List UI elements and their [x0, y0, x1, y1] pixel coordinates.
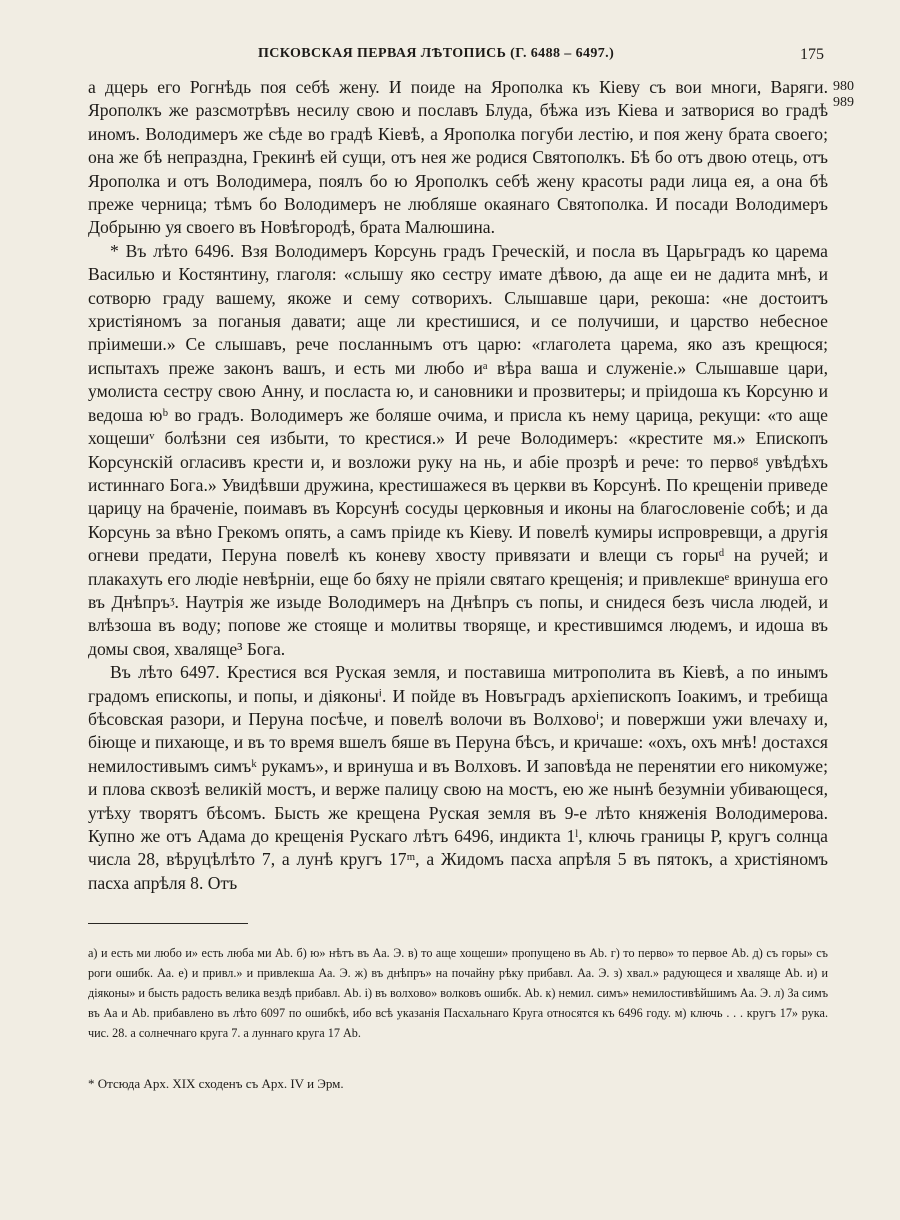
margin-year: 989	[833, 95, 854, 110]
page-number: 175	[800, 46, 824, 63]
footnote-text: а) и есть ми любо и» есть люба ми Аb. б) ю» нѣтъ въ Аа. Э. в) то аще хощеши» пропущено въ Аb. г) то перво» то первое Аb. д) съ горы» съ роги ошибк. Аа. е) и привл.» и привлекша Аа. Э. ж) въ днѣпръ» на почайну рѣку прибавл. Аа. Э. з) хвал.» радующеся и хваляще Аb. и) и діяконы» и бысть радость велика вездѣ прибавл. Аb. і) въ волхово» волковъ ошибк. Аb. к) немил. симъ» немилостивѣйшимъ Аа. Э. л) За симъ въ Аа и Аb. прибавлено въ лѣто 6097 по ошибкѣ, ибо всѣ указанія Пасхальнаго Круга относятся къ 6496 году. м) ключь . . . кругъ 17» рука. чис. 28. а солнечнаго круга 7. а луннаго круга 17 Аb.	[88, 946, 828, 1040]
running-title: ПСКОВСКАЯ ПЕРВАЯ ЛѢТОПИСЬ (Г. 6488 – 6497.)	[258, 46, 615, 61]
page-header	[0, 46, 900, 70]
chronicle-text	[88, 76, 828, 895]
margin-year: 980	[833, 79, 854, 94]
paragraph: * Въ лѣто 6496. Взя Володимеръ Корсунь градъ Греческій, и посла въ Царьградъ ко царема Василью и Костянтину, глаголя: «слышу яко сестру имате дѣвою, да аще еи не дадита мнѣ, и сотворю граду вашему, якоже и сему сотворихъ. Слышавше цари, рекоша: «не достоитъ христіяномъ за поганыя давати; аще ли крестишися, и се получиши, и царство небесное пріимеши.» Се слышавъ, рече посланнымъ отъ царю: «глаголета царема, яко азъ крещюся; испытахъ преже законъ вашъ, и есть ми любо иᵃ вѣра ваша и служеніе.» Слышавше цари, умолиста сестру свою Анну, и посласта ю, и сановники и прозвитеры; и пріидоша къ Корсуню и ведоша юᵇ во градъ. Володимеръ же боляше очима, и присла къ нему царица, рекущи: «то аще хощешиᵛ болѣзни сея избыти, то крестися.» И рече Володимеръ: «крестите мя.» Епископъ Корсунскій огласивъ крести и, и возложи руку на нь, и абіе прозрѣ и рече: то первоᵍ увѣдѣхъ истиннаго Бога.» Увидѣвши дружина, крестишажеся въ церкви въ Корсунѣ. По крещеніи приведе царицу на браченіе, поимавъ въ Корсунѣ сосуды церковныя и иконы на благословеніе собѣ; и да Корсунь за вѣно Грекомъ опять, а самъ пріиде къ Кіеву. И повелѣ кумиры испровревщи, а другія огневи предати, Перуна повелѣ къ коневу хвосту привязати и влещи съ горыᵈ на ручей; и плакахуть его людіе невѣрніи, еще бо бяху не пріяли святаго крещенія; и привлекшеᵉ вринуша его въ Днѣпръᶾ. Наутрія же изыде Володимеръ на Днѣпръ съ попы, и снидеся безъ числа людей, и влѣзоша въ воду; попове же стояще и молитвы творяще, и крестившимся людемъ, и идоша въ домы своя, хваляще³ Бога.	[88, 240, 828, 659]
source-note: * Отсюда Арх. XIX сходенъ съ Арх. IV и Эрм.	[88, 1076, 344, 1091]
footnotes	[88, 943, 828, 1043]
footnote-rule	[88, 923, 248, 924]
paragraph: Въ лѣто 6497. Крестися вся Руская земля, и поставиша митрополита въ Кіевѣ, а по инымъ градомъ епископы, и попы, и діяконыⁱ. И пойде въ Новъградъ архіепископъ Іоакимъ, и требища бѣсовская разори, и Перуна посѣче, и повелѣ волочи въ Волховоⁱ; и повержши ужи влечаху и, біюще и пихающе, и въ то время вшелъ бяше въ Перуна бѣсъ, и кричаше: «охъ, охъ мнѣ! достахся немилостивымъ симъᵏ рукамъ», и вринуша и въ Волховъ. И заповѣда не перенятии его никомуже; и плова сквозѣ великій мостъ, и верже палицу свою на мостъ, ею же нынѣ безумніи убивающеся, утѣху творятъ бѣсомъ. Бысть же крещена Руская земля въ 9-е лѣто княженія Володимерова. Купно же отъ Адама до крещенія Рускаго лѣтъ 6496, индикта 1ˡ, ключь границы Р, кругъ солнца числа 28, вѣруцѣлѣто 7, а лунѣ кругъ 17ᵐ, а Жидомъ пасха апрѣля 5 въ пятокъ, а христіяномъ пасха апрѣля 8. Отъ	[88, 662, 828, 893]
paragraph: а дцерь его Рогнѣдь поя себѣ жену. И поиде на Ярополка къ Кіеву съ вои многи, Варяги. Ярополкъ же разсмотрѣвъ несилу свою и пославъ Блуда, бѣжа изъ Кіева и затворися во градѣ иномъ. Володимеръ же сѣде во градѣ Кіевѣ, а Ярополка погуби лестію, и поя жену брата своего; она же бѣ непраздна, Грекинѣ ей сущи, отъ нея же родися Святополкъ. Бѣ бо отъ двою отець, отъ Ярополка и отъ Володимера, поялъ бо ю Ярополкъ себѣ жену красоты ради лица ея, а она бѣ преже черница; тѣмъ бо Володимеръ не любляше окаянаго Святополка. И посади Володимеръ Добрыню уя своего въ Новѣгородѣ, брата Малюшина.	[88, 77, 828, 238]
